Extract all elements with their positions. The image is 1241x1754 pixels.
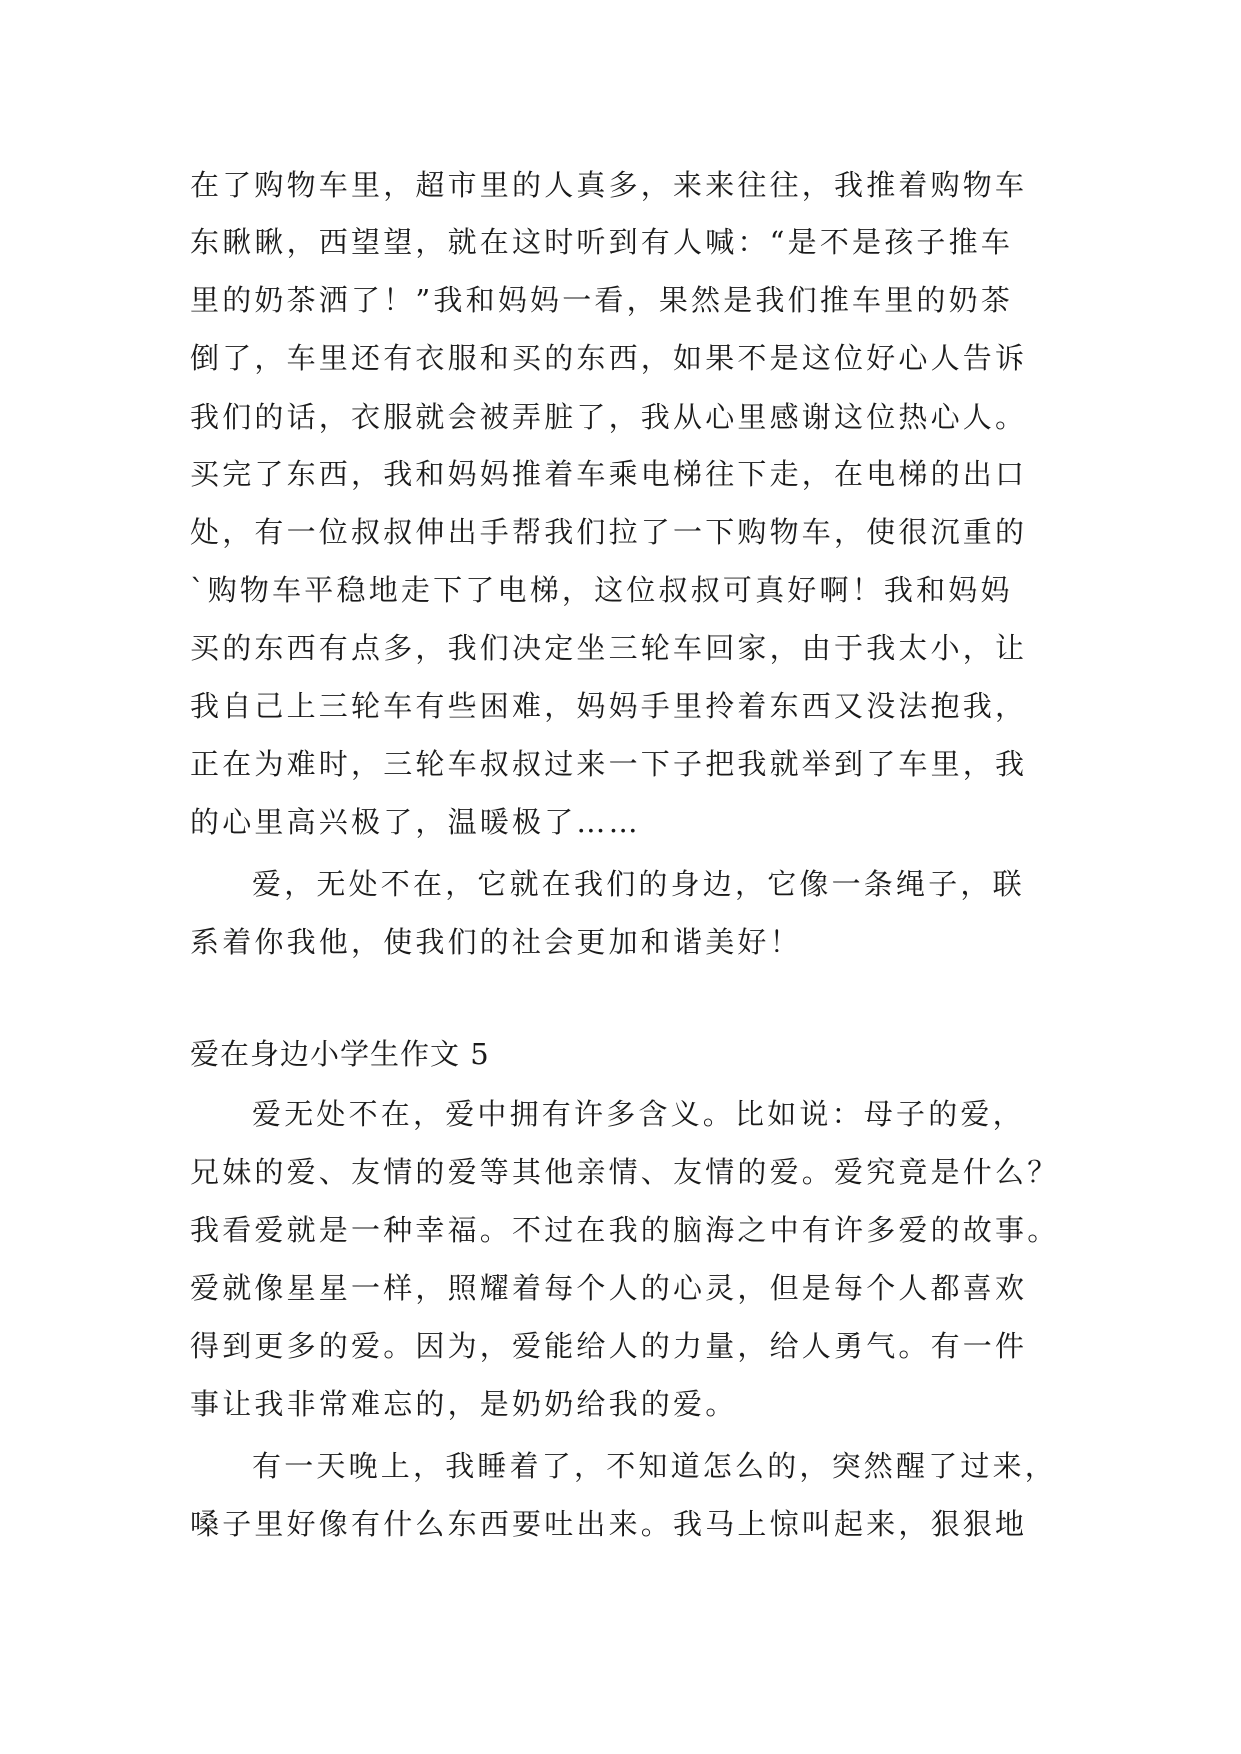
text-line: 爱无处不在，爱中拥有许多含义。比如说：母子的爱，: [252, 1097, 1025, 1131]
text-line: 事让我非常难忘的，是奶奶给我的爱。: [190, 1387, 738, 1421]
text-line: 的心里高兴极了，温暖极了……: [190, 805, 641, 839]
text-line: 处，有一位叔叔伸出手帮我们拉了一下购物车，使很沉重的: [190, 515, 1028, 549]
essay-heading: 爱在身边小学生作文 5: [190, 1037, 490, 1071]
text-line: 倒了，车里还有衣服和买的东西，如果不是这位好心人告诉: [190, 341, 1028, 375]
text-line: 得到更多的爱。因为，爱能给人的力量，给人勇气。有一件: [190, 1329, 1028, 1363]
text-line: 正在为难时，三轮车叔叔过来一下子把我就举到了车里，我: [190, 747, 1028, 781]
text-line: 我自己上三轮车有些困难，妈妈手里拎着东西又没法抱我，: [190, 689, 1028, 723]
text-line: 东瞅瞅，西望望，就在这时听到有人喊：“是不是孩子推车: [190, 225, 1014, 259]
text-line: 爱就像星星一样，照耀着每个人的心灵，但是每个人都喜欢: [190, 1271, 1028, 1305]
text-line: 嗓子里好像有什么东西要吐出来。我马上惊叫起来，狠狠地: [190, 1507, 1028, 1541]
text-line: 兄妹的爱、友情的爱等其他亲情、友情的爱。爱究竟是什么？: [190, 1155, 1060, 1189]
text-line: 在了购物车里，超市里的人真多，来来往往，我推着购物车: [190, 168, 1028, 202]
text-line: 我看爱就是一种幸福。不过在我的脑海之中有许多爱的故事。: [190, 1213, 1060, 1247]
text-line: 爱，无处不在，它就在我们的身边，它像一条绳子，联: [252, 867, 1025, 901]
text-line: 买完了东西，我和妈妈推着车乘电梯往下走，在电梯的出口: [190, 457, 1028, 491]
text-line: 买的东西有点多，我们决定坐三轮车回家，由于我太小，让: [190, 631, 1028, 665]
text-line: 里的奶茶洒了！”我和妈妈一看，果然是我们推车里的奶茶: [190, 283, 1014, 317]
text-line: 系着你我他，使我们的社会更加和谐美好！: [190, 925, 802, 959]
text-line: 我们的话，衣服就会被弄脏了，我从心里感谢这位热心人。: [190, 400, 1028, 434]
text-line: 有一天晚上，我睡着了，不知道怎么的，突然醒了过来，: [252, 1449, 1058, 1483]
text-line: `购物车平稳地走下了电梯，这位叔叔可真好啊！我和妈妈: [190, 573, 1013, 607]
